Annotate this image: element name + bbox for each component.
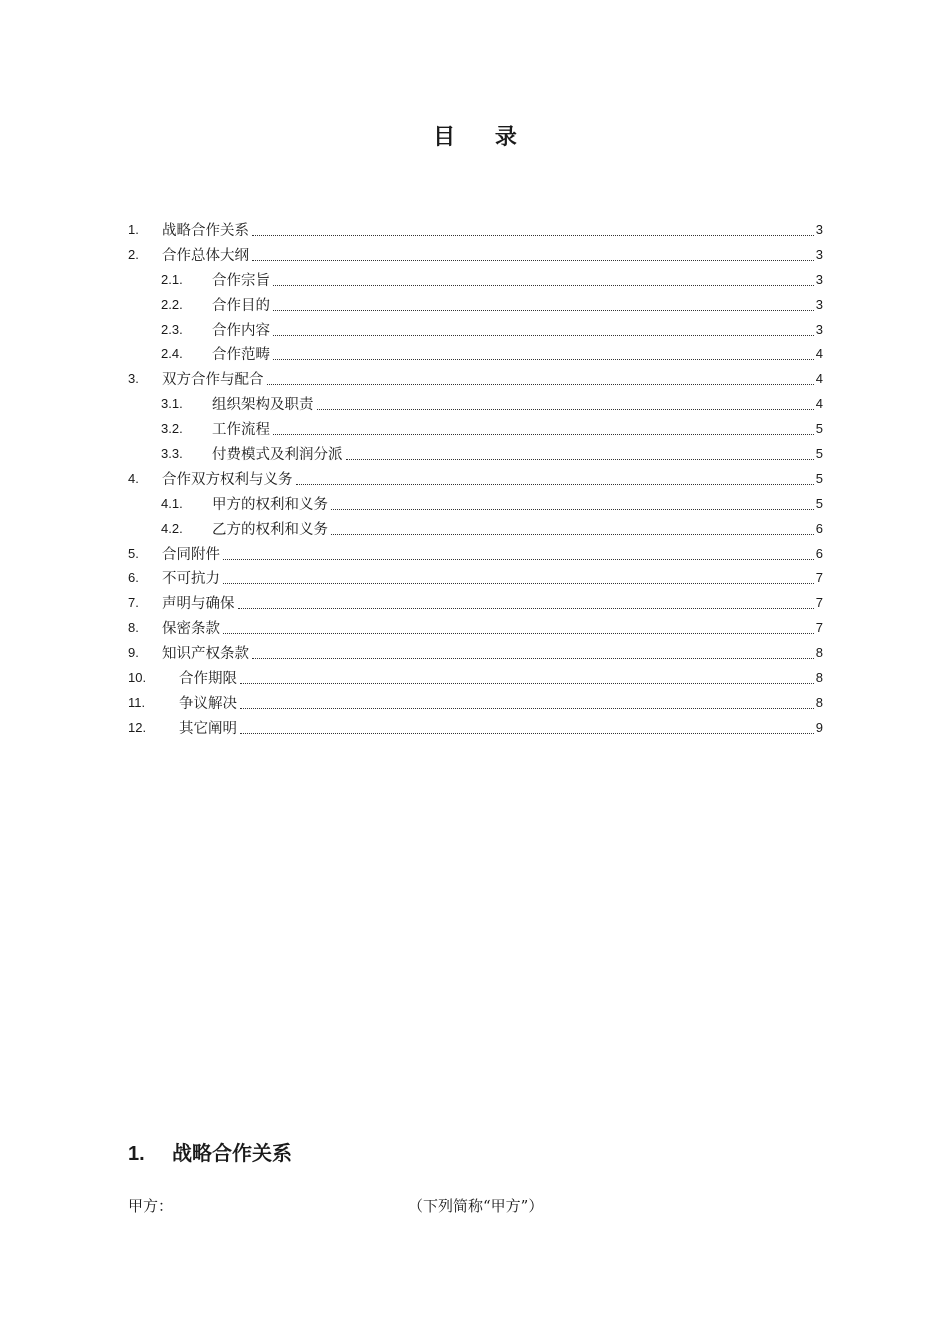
party-a-alias: （下列简称“甲方”） — [408, 1197, 544, 1215]
toc-entry-text: 合作内容 — [212, 319, 271, 340]
toc-leader-dots — [240, 733, 814, 734]
toc-entry-page: 5 — [815, 421, 823, 437]
toc-entry-number: 3. — [128, 371, 139, 387]
toc-leader-dots — [223, 559, 814, 560]
toc-entry[interactable] — [128, 267, 823, 292]
toc-entry[interactable] — [128, 565, 823, 590]
toc-entry-text: 声明与确保 — [162, 592, 236, 613]
toc-entry-page: 6 — [815, 545, 823, 561]
party-a-label: 甲方： — [128, 1197, 174, 1215]
toc-entry[interactable] — [128, 217, 823, 242]
toc-entry-number: 3.1. — [161, 396, 183, 412]
toc-entry[interactable] — [128, 541, 823, 566]
toc-entry-text: 甲方的权利和义务 — [212, 493, 329, 514]
toc-entry-page: 4 — [815, 396, 823, 412]
toc-leader-dots — [223, 583, 814, 584]
toc-entry[interactable] — [128, 715, 823, 740]
toc-entry-text: 知识产权条款 — [162, 642, 250, 663]
toc-title: 目 录 — [433, 124, 533, 150]
toc-entry-number: 2.3. — [161, 321, 183, 337]
toc-leader-dots — [273, 335, 814, 336]
toc-entry[interactable] — [128, 441, 823, 466]
toc-leader-dots — [252, 235, 814, 236]
toc-entry-number: 2.1. — [161, 271, 183, 287]
toc-leader-dots — [273, 434, 814, 435]
toc-entry[interactable] — [128, 341, 823, 366]
toc-leader-dots — [346, 459, 814, 460]
toc-entry-page: 8 — [815, 645, 823, 661]
toc-entry-number: 4.1. — [161, 495, 183, 511]
toc-entry-page: 5 — [815, 470, 823, 486]
toc-entry-page: 7 — [815, 595, 823, 611]
toc-entry-text: 保密条款 — [162, 617, 221, 638]
toc-entry[interactable] — [128, 391, 823, 416]
toc-entry-number: 3.2. — [161, 421, 183, 437]
toc-entry-text: 合作双方权利与义务 — [162, 468, 294, 489]
toc-entry-text: 工作流程 — [212, 418, 271, 439]
toc-entry-text: 合作期限 — [179, 667, 238, 688]
toc-entry[interactable] — [128, 292, 823, 317]
toc-entry-text: 其它阐明 — [179, 717, 238, 738]
toc-leader-dots — [317, 409, 814, 410]
toc-leader-dots — [273, 359, 814, 360]
toc-entry-page: 7 — [815, 570, 823, 586]
toc-entry-text: 争议解决 — [179, 692, 238, 713]
toc-entry-number: 11. — [128, 694, 146, 710]
toc-entry-number: 3.3. — [161, 445, 183, 461]
toc-entry-text: 合作范畴 — [212, 343, 271, 364]
toc-leader-dots — [240, 683, 814, 684]
toc-entry-page: 4 — [815, 346, 823, 362]
toc-entry-page: 8 — [815, 694, 823, 710]
toc-entry-text: 不可抗力 — [162, 567, 221, 588]
toc-entry[interactable] — [128, 491, 823, 516]
toc-entry-page: 6 — [815, 520, 823, 536]
toc-entry[interactable] — [128, 516, 823, 541]
toc-leader-dots — [273, 285, 814, 286]
toc-leader-dots — [240, 708, 814, 709]
party-a-line — [128, 1193, 828, 1219]
toc-entry[interactable] — [128, 366, 823, 391]
toc-leader-dots — [267, 384, 814, 385]
toc-leader-dots — [331, 509, 814, 510]
toc-entry-text: 付费模式及利润分派 — [212, 443, 344, 464]
toc-entry-page: 3 — [815, 246, 823, 262]
toc-entry-page: 3 — [815, 271, 823, 287]
toc-entry-page: 4 — [815, 371, 823, 387]
toc-entry-number: 4. — [128, 470, 139, 486]
toc-entry-number: 6. — [128, 570, 139, 586]
toc-leader-dots — [252, 260, 814, 261]
toc-entry-page: 8 — [815, 669, 823, 685]
toc-leader-dots — [331, 534, 814, 535]
toc-entry[interactable] — [128, 466, 823, 491]
toc-entry-number: 8. — [128, 620, 139, 636]
table-of-contents — [128, 217, 823, 740]
toc-entry-page: 3 — [815, 221, 823, 237]
toc-entry-number: 2.4. — [161, 346, 183, 362]
toc-entry-number: 12. — [128, 719, 147, 735]
section-title: 战略合作关系 — [172, 1141, 292, 1165]
toc-leader-dots — [238, 608, 814, 609]
toc-entry-number: 2. — [128, 246, 139, 262]
section-heading — [128, 1138, 292, 1169]
toc-entry-number: 9. — [128, 645, 139, 661]
toc-entry[interactable] — [128, 690, 823, 715]
toc-entry[interactable] — [128, 640, 823, 665]
toc-entry-page: 3 — [815, 296, 823, 312]
toc-entry-page: 9 — [815, 719, 823, 735]
toc-leader-dots — [273, 310, 814, 311]
toc-entry[interactable] — [128, 665, 823, 690]
toc-entry-text: 合作总体大纲 — [162, 244, 250, 265]
toc-entry-text: 战略合作关系 — [162, 219, 250, 240]
toc-entry-text: 组织架构及职责 — [212, 393, 315, 414]
toc-entry[interactable] — [128, 317, 823, 342]
toc-entry-page: 5 — [815, 445, 823, 461]
toc-entry[interactable] — [128, 242, 823, 267]
toc-entry[interactable] — [128, 590, 823, 615]
toc-entry-number: 7. — [128, 595, 139, 611]
toc-entry-page: 5 — [815, 495, 823, 511]
toc-entry-text: 合作目的 — [212, 294, 271, 315]
toc-entry-text: 双方合作与配合 — [162, 368, 265, 389]
toc-entry[interactable] — [128, 615, 823, 640]
toc-leader-dots — [252, 658, 814, 659]
toc-entry-number: 2.2. — [161, 296, 183, 312]
toc-entry-number: 1. — [128, 221, 139, 237]
toc-entry[interactable] — [128, 416, 823, 441]
toc-entry-text: 乙方的权利和义务 — [212, 518, 329, 539]
toc-entry-number: 4.2. — [161, 520, 183, 536]
toc-entry-text: 合同附件 — [162, 543, 221, 564]
toc-entry-page: 7 — [815, 620, 823, 636]
toc-leader-dots — [223, 633, 814, 634]
section-number: 1. — [128, 1143, 145, 1165]
toc-leader-dots — [296, 484, 814, 485]
toc-entry-page: 3 — [815, 321, 823, 337]
toc-entry-number: 5. — [128, 545, 139, 561]
toc-entry-number: 10. — [128, 669, 147, 685]
toc-entry-text: 合作宗旨 — [212, 269, 271, 290]
